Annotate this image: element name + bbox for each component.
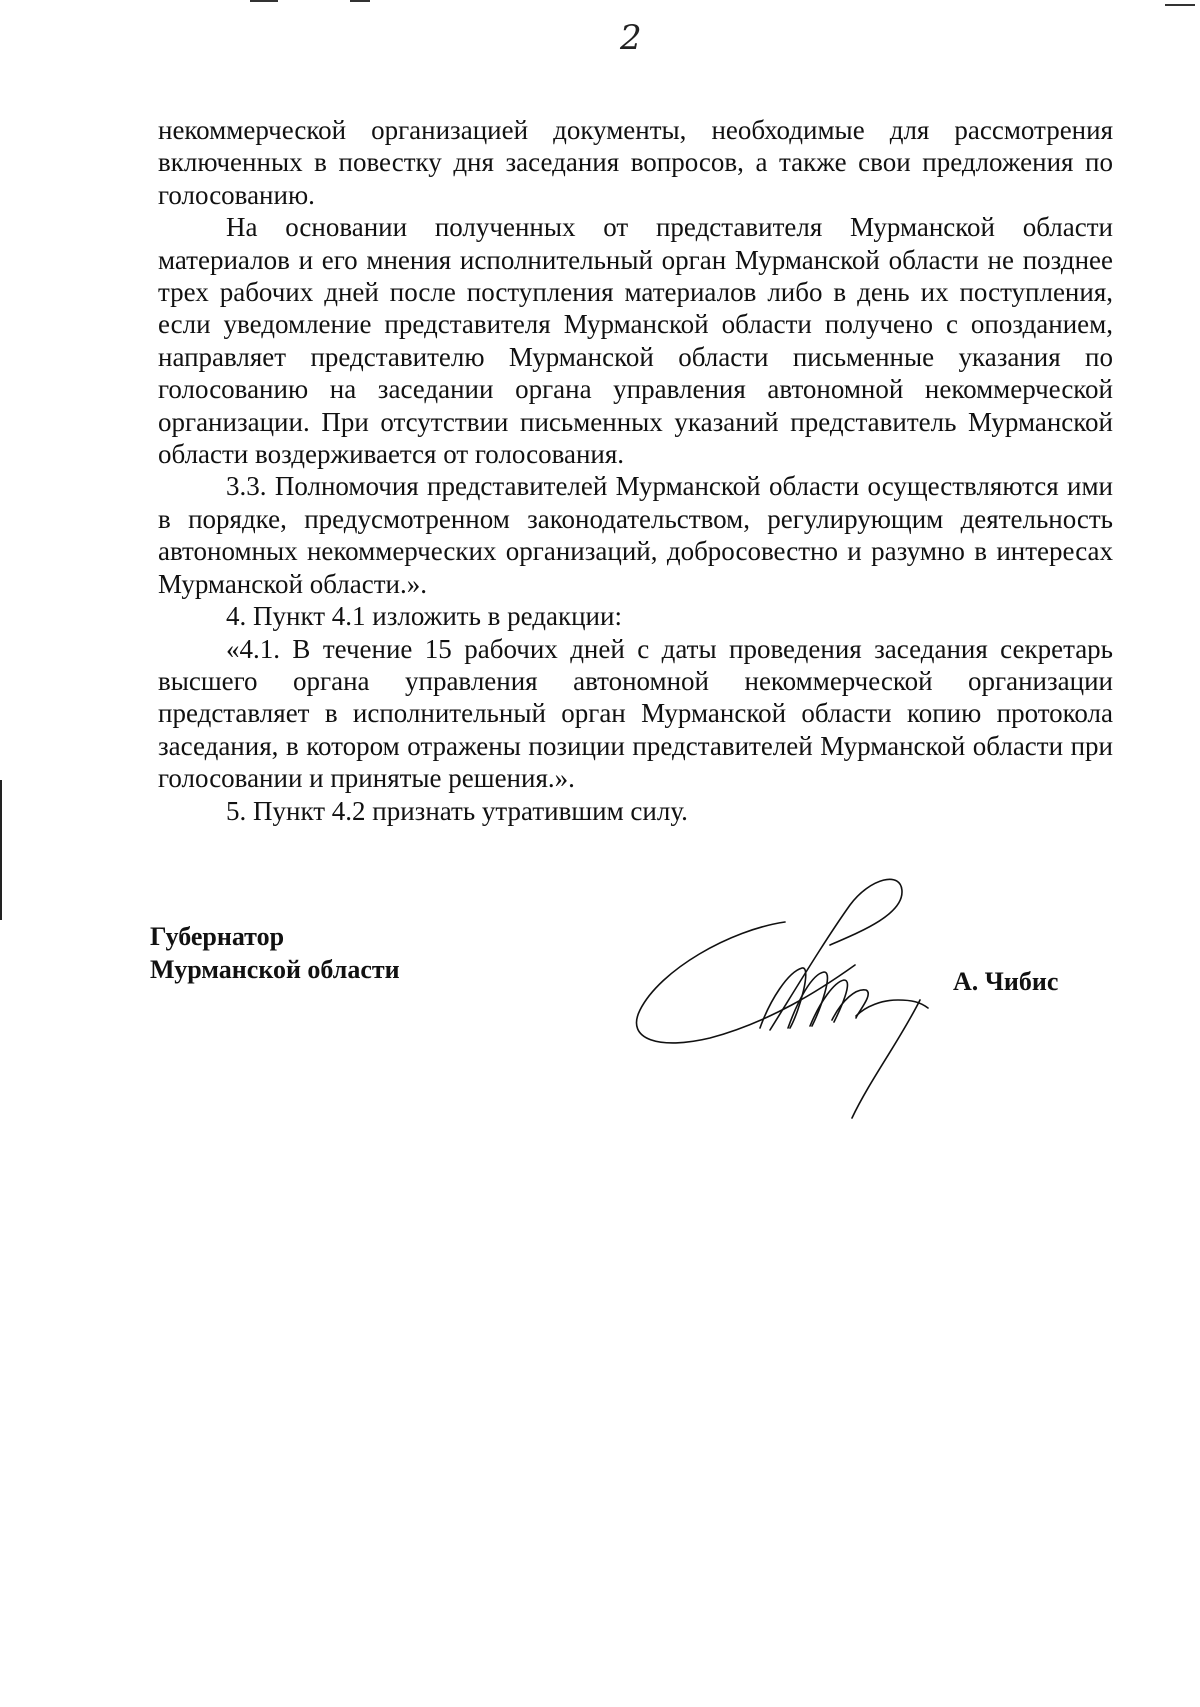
signature-block xyxy=(150,920,1120,1120)
page-number: 2 xyxy=(620,18,642,58)
paragraph-3: 3.3. Полномочия представителей Мурманской области осуществляются ими в порядке, предусмотренном законодательством, регулирующим деятельность автономных некоммерческих организаций, добросовестно и разумно в интересах Мурманской области.». xyxy=(158,471,1113,599)
scan-mark-top-3 xyxy=(1165,4,1195,6)
signatory-name: А. Чибис xyxy=(953,967,1059,996)
scan-mark-left xyxy=(0,780,2,920)
signatory-title-line-2: Мурманской области xyxy=(150,955,400,984)
signatory-title xyxy=(150,920,400,986)
paragraph-2: На основании полученных от представителя Мурманской области материалов и его мнения исполнительный орган Мурманской области не позднее трех рабочих дней после поступления материалов либо в день их поступления, если уведомление представителя Мурманской области получено с опозданием, направляет представителю Мурманской области письменные указания по голосованию на заседании органа управления автономной некоммерческой организации. При отсутствии письменных указаний представитель Мурманской области воздерживается от голосования. xyxy=(158,212,1113,470)
paragraph-6: 5. Пункт 4.2 признать утратившим силу. xyxy=(226,795,688,826)
paragraph-1: некоммерческой организацией документы, необходимые для рассмотрения включенных в повестку дня заседания вопросов, а также свои предложения по голосованию. xyxy=(158,115,1113,210)
handwritten-signature xyxy=(620,860,980,1120)
scan-mark-top-1 xyxy=(250,0,278,2)
paragraph-4: 4. Пункт 4.1 изложить в редакции: xyxy=(226,601,622,632)
paragraph-5: «4.1. В течение 15 рабочих дней с даты проведения заседания секретарь высшего органа управления автономной некоммерческой организации представляет в исполнительный орган Мурманской области копию протокола заседания, в котором отражены позиции представителей Мурманской области при голосовании и принятые решения.». xyxy=(158,633,1113,794)
scan-mark-top-2 xyxy=(350,0,370,2)
document-body xyxy=(158,114,1113,827)
signatory-title-line-1: Губернатор xyxy=(150,922,285,951)
